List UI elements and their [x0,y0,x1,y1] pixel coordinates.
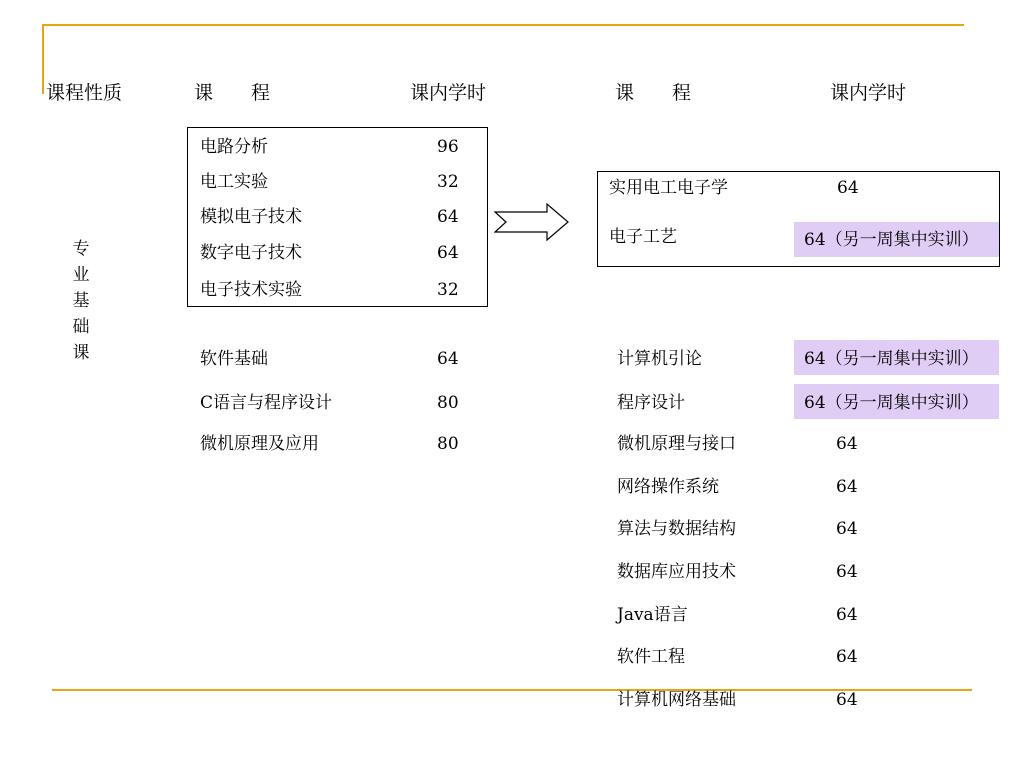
course-name: 电子技术实验 [200,280,302,300]
header-hours-left: 课内学时 [410,82,487,104]
course-name: 微机原理及应用 [200,434,319,454]
category-char: 课 [72,343,90,363]
course-name: 实用电工电子学 [609,178,728,198]
course-name: 电子工艺 [609,227,677,247]
course-name: 数字电子技术 [200,243,302,263]
header-course-left: 课 程 [194,82,271,104]
course-name: 软件基础 [200,349,268,369]
category-char: 专 [72,239,90,259]
course-hours: 64 [836,477,858,497]
course-name: 计算机引论 [617,349,702,369]
course-name: Java语言 [617,605,688,625]
top-rule-horizontal [42,24,964,26]
course-name: 软件工程 [617,647,685,667]
course-name: C语言与程序设计 [200,393,333,413]
course-hours: 64 [836,690,858,710]
arrow-right-icon [494,203,570,241]
course-hours: 64 [836,605,858,625]
course-hours: 32 [437,280,459,300]
top-rule-vertical [42,24,44,94]
course-hours: 64 [836,519,858,539]
course-hours: 32 [437,172,459,192]
course-name: 电工实验 [200,172,268,192]
course-hours: 64 [836,434,858,454]
course-hours: 64 [836,562,858,582]
course-hours: 64 [836,647,858,667]
course-hours: 64（另一周集中实训） [804,230,979,250]
course-name: 电路分析 [200,137,268,157]
category-char: 基 [72,291,90,311]
course-hours: 64 [837,178,859,198]
course-hours: 80 [437,393,459,413]
course-name: 程序设计 [617,393,685,413]
course-name: 微机原理与接口 [617,434,736,454]
course-hours: 80 [437,434,459,454]
category-label [69,236,93,366]
course-name: 模拟电子技术 [200,207,302,227]
course-hours: 64 [437,349,459,369]
course-hours: 96 [437,137,459,157]
header-category: 课程性质 [46,82,123,104]
course-hours: 64（另一周集中实训） [804,349,979,369]
category-char: 础 [72,317,90,337]
course-hours: 64 [437,207,459,227]
course-name: 数据库应用技术 [617,562,736,582]
course-name: 算法与数据结构 [617,519,736,539]
course-hours: 64 [437,243,459,263]
header-course-right: 课 程 [615,82,692,104]
course-hours: 64（另一周集中实训） [804,393,979,413]
course-name: 计算机网络基础 [617,690,736,710]
bottom-rule [52,689,972,691]
header-hours-right: 课内学时 [830,82,907,104]
course-name: 网络操作系统 [617,477,719,497]
category-char: 业 [72,265,90,285]
